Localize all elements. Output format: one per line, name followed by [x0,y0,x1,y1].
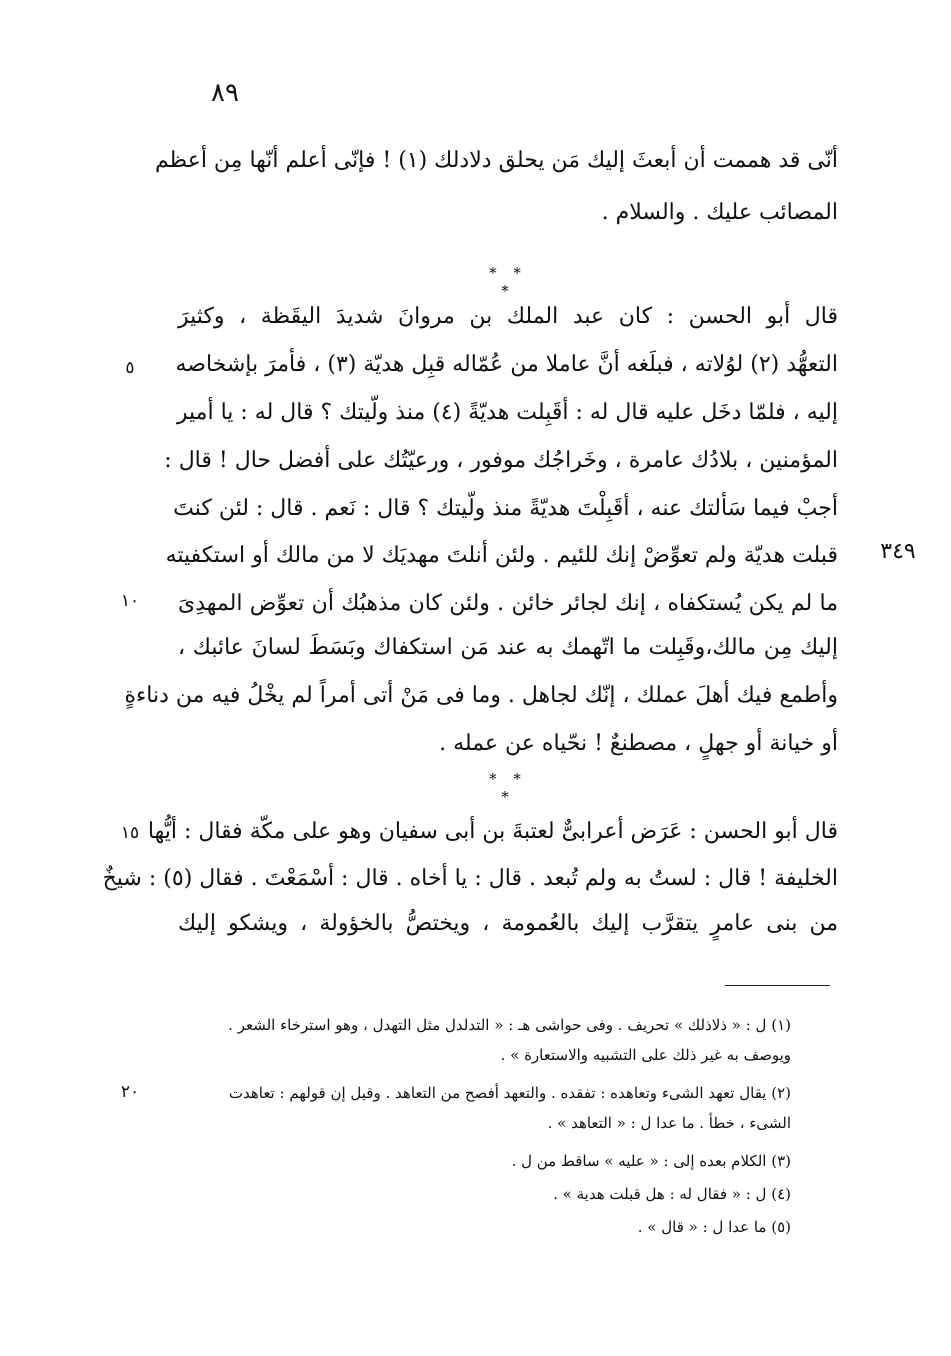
text-line: أو خيانة أو جهلٍ ، مصطنعٌ ! نحّياه عن عمله . [439,731,838,756]
text-line: أنّى قد هممت أن أبعثَ إليك مَن يحلق دلادلك (١) ! فإنّى أعلم أنّها مِن أعظم [155,148,838,173]
text-line: الخليفة ! قال : لستُ به ولم تُبعد . قال : يا أخاه . قال : أسْمَعْتَ . فقال (٥) : شيخٌ [102,866,838,891]
section-separator: * * * [489,264,527,300]
text-line: من بنى عامرٍ يتقرَّب إليك بالعُمومة ، ويختصُّ بالخؤولة ، ويشكو إليك [178,911,838,936]
text-line: قال أبو الحسن : عَرَض أعرابىٌّ لعتبةَ بن أبى سفيان وهو على مكّة فقال : أيُّها [147,819,838,844]
footnote-line: (٤) ل : « فقال له : هل قبلت هدية » . [553,1185,791,1203]
text-line: المصائب عليك . والسلام . [601,200,838,225]
text-line: أجبْ فيما سَألتك عنه ، أقَبِلْتَ هديّةً منذ ولّيتك ؟ قال : نَعم . قال : لئن كنتَ [173,496,838,521]
text-line: قال أبو الحسن : كان عبد الملك بن مروانَ شديدَ اليقَظة ، وكثيرَ [178,304,838,329]
text-line: المؤمنين ، بلادُك عامرة ، وخَراجُك موفور ، ورعيّتُك على أفضل حال ! قال : [164,448,838,473]
text-line: ما لم يكن يُستكفاه ، إنك لجائر خائن . ولئن كان مذهبُك أن تعوِّض المهدِىَ [178,591,838,616]
text-line: التعهُّد (٢) لوُلاته ، فبلَغه أنَّ عاملا من عُمّاله قبِل هديّة (٣) ، فأمرَ بإشخاصه [175,352,838,377]
footnote-line: (٥) ما عدا ل : « قال » . [637,1218,791,1236]
outer-margin-number: ٣٤٩ [880,539,916,564]
footnote-line: (٢) يقال تعهد الشىء وتعاهده : تفقده . والتعهد أفصح من التعاهد . وقيل إن قولهم : تعاهدت [228,1084,791,1102]
footnote-line: (٣) الكلام بعده إلى : « عليه » ساقط من ل . [511,1152,791,1170]
text-line: إليه ، فلمّا دخَل عليه قال له : أقَبِلت هديّةً (٤) منذ ولّيتك ؟ قال له : يا أمير [176,400,838,425]
footnote-line: ويوصف به غير ذلك على التشبيه والاستعارة » . [500,1046,791,1064]
line-number-margin: ٥ [125,358,135,378]
line-number-margin: ٢٠ [120,1082,140,1102]
text-line: إليك مِن مالك،وقَبِلت ما اتّهمك به عند مَن استكفاك وبَسَطَ لسانَ عائبك ، [178,635,838,660]
text-line: وأطمع فيك أهلَ عملك ، إنّك لجاهل . وما فى مَنْ أتى أمراً لم يخْلُ فيه من دناءةٍ [124,683,838,708]
footnote-rule [725,985,830,986]
text-line: قبلت هديّة ولم تعوِّضْ إنك للئيم . ولئن أنلتَ مهديَك لا من مالك أو استكفيته [165,543,838,568]
line-number-margin: ١٥ [120,823,140,843]
line-number-margin: ١٠ [120,591,140,611]
footnote-line: (١) ل : « ذلاذلك » تحريف . وفى حواشى هـ : « التدلدل مثل التهدل ، وهو استرخاء الشعر . [228,1016,791,1034]
footnote-line: الشىء ، خطأ . ما عدا ل : « التعاهد » . [547,1114,791,1132]
section-separator: * * * [489,770,527,806]
page-number: ٨٩ [211,78,239,108]
